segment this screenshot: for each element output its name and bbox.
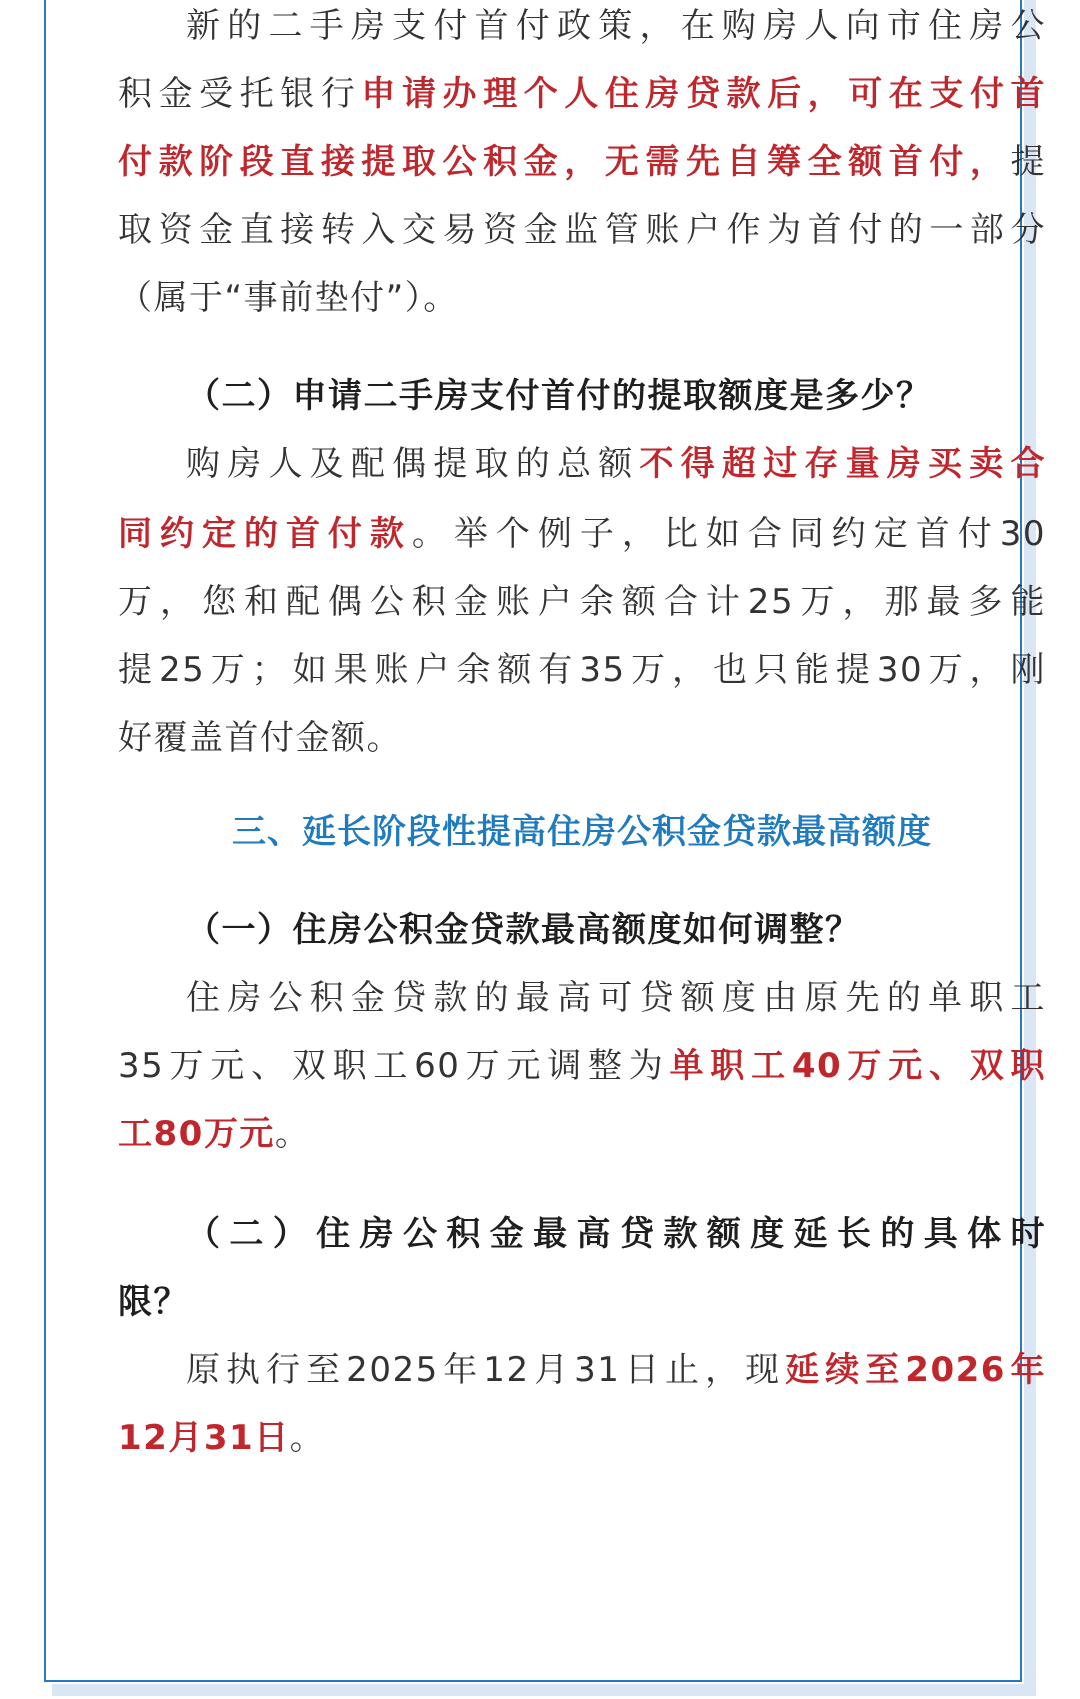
highlight-text: 单职工40万元、双职 xyxy=(669,1046,1046,1086)
paragraph-line xyxy=(118,1106,310,1162)
highlight-text: 申请办理个人住房贷款后，可在支付首 xyxy=(361,74,1047,114)
text: 住房公积金贷款的最高可贷额度由原先的单职工 xyxy=(186,978,1046,1018)
text: 万，您和配偶公积金账户余额合计25万，那最多能 xyxy=(118,582,1046,622)
question-heading xyxy=(186,368,932,424)
card-shadow-bottom xyxy=(52,1684,1036,1696)
text: （二）申请二手房支付首付的提取额度是多少？ xyxy=(186,376,932,416)
text: 积金受托银行 xyxy=(118,74,362,114)
paragraph-line xyxy=(118,0,1046,54)
paragraph-line xyxy=(118,710,402,766)
highlight-text: 不得超过存量房买卖合 xyxy=(639,444,1047,484)
highlight-text: 12月31日 xyxy=(118,1418,290,1458)
text: 。 xyxy=(274,1114,311,1154)
text: 提 xyxy=(1010,142,1046,182)
text: 好覆盖首付金额。 xyxy=(118,718,402,758)
question-heading xyxy=(118,1206,1046,1262)
highlight-text: 工80万元 xyxy=(118,1114,275,1154)
text: 购房人及配偶提取的总额 xyxy=(186,444,640,484)
paragraph-line xyxy=(118,1410,325,1466)
text: 提25万；如果账户余额有35万，也只能提30万，刚 xyxy=(118,650,1046,690)
text: 。举个例子，比如合同约定首付30 xyxy=(411,514,1047,554)
paragraph-line xyxy=(118,574,1046,630)
text: 新的二手房支付首付政策，在购房人向市住房公 xyxy=(186,6,1046,46)
text: 三、延长阶段性提高住房公积金贷款最高额度 xyxy=(232,812,932,852)
text: （属于“事前垫付”）。 xyxy=(118,278,459,318)
section-title xyxy=(118,804,1046,860)
text: （一）住房公积金贷款最高额度如何调整？ xyxy=(186,910,861,950)
paragraph-line xyxy=(118,270,459,326)
paragraph-line xyxy=(118,970,1046,1026)
highlight-text: 同约定的首付款 xyxy=(118,514,412,554)
paragraph-line xyxy=(118,1038,1046,1094)
paragraph-line xyxy=(118,66,1046,122)
paragraph-line xyxy=(118,1342,1046,1398)
text: 。 xyxy=(289,1418,326,1458)
paragraph-line xyxy=(118,436,1046,492)
highlight-text: 延续至2026年 xyxy=(785,1350,1046,1390)
text: 35万元、双职工60万元调整为 xyxy=(118,1046,670,1086)
paragraph-line xyxy=(118,506,1046,562)
paragraph-line xyxy=(118,642,1046,698)
text: 原执行至2025年12月31日止，现 xyxy=(186,1350,786,1390)
paragraph-line xyxy=(118,134,1046,190)
question-heading xyxy=(186,902,861,958)
text: 取资金直接转入交易资金监管账户作为首付的一部分 xyxy=(118,210,1046,250)
question-heading-continued xyxy=(118,1274,189,1330)
highlight-text: 付款阶段直接提取公积金，无需先自筹全额首付， xyxy=(118,142,1011,182)
content-card xyxy=(44,0,1047,1682)
text: 限？ xyxy=(118,1282,189,1322)
paragraph-line xyxy=(118,202,1046,258)
text: （二）住房公积金最高贷款额度延长的具体时 xyxy=(186,1214,1046,1254)
